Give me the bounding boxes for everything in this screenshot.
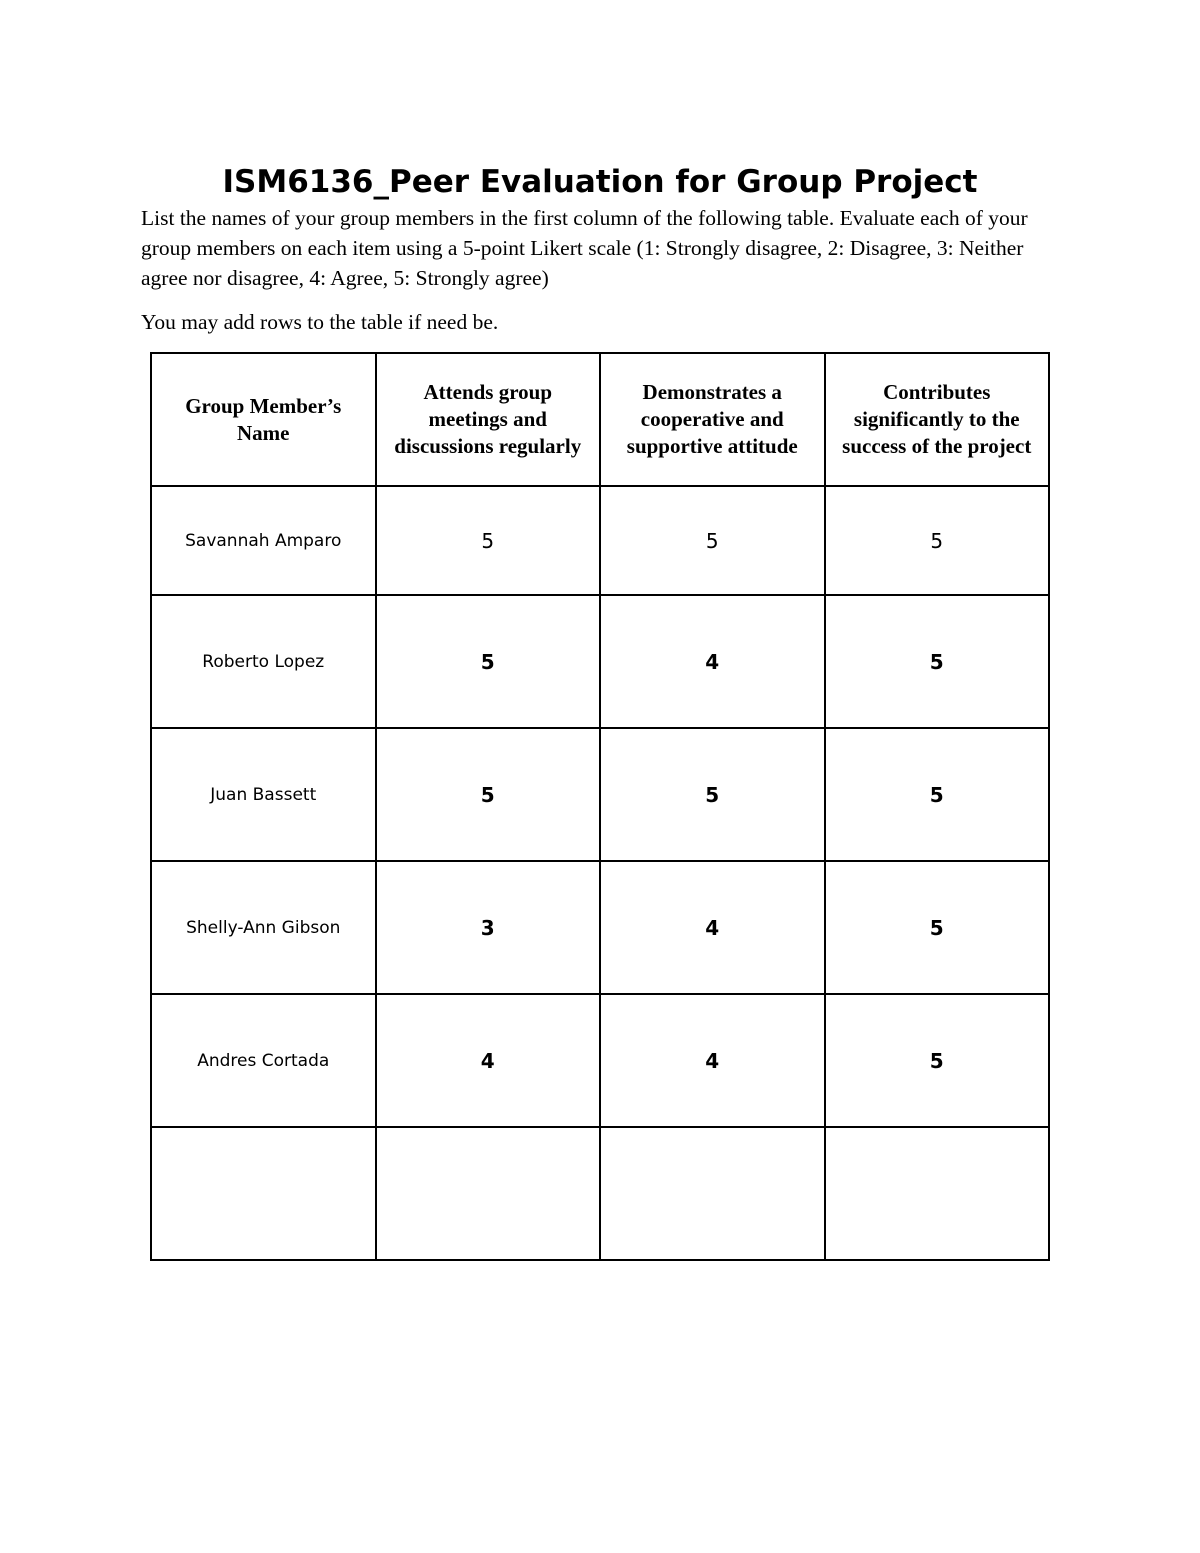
cooperative-score-cell: 5 <box>600 728 825 861</box>
member-name-cell: Savannah Amparo <box>151 486 376 595</box>
header-contributes: Contributes significantly to the success of the project <box>825 353 1050 486</box>
attends-score-cell: 5 <box>376 486 601 595</box>
contributes-score-cell <box>825 1127 1050 1260</box>
attends-score-cell: 3 <box>376 861 601 994</box>
cooperative-score-cell: 4 <box>600 595 825 728</box>
contributes-score-cell: 5 <box>825 728 1050 861</box>
attends-score-cell: 5 <box>376 728 601 861</box>
header-cooperative: Demonstrates a cooperative and supportive attitude <box>600 353 825 486</box>
attends-score-cell: 5 <box>376 595 601 728</box>
attends-score-cell <box>376 1127 601 1260</box>
table-row <box>151 994 1049 1127</box>
note-text: You may add rows to the table if need be. <box>141 310 499 334</box>
table-header-row <box>151 353 1049 486</box>
instructions-text: List the names of your group members in the first column of the following table. Evaluate each of your group members on each item using a 5-point Likert scale (1: Strongly disagree, 2: Disagree, 3: Neither agree nor disagree, 4: Agree, 5: Strongly agree) <box>141 206 1028 290</box>
header-attends: Attends group meetings and discussions regularly <box>376 353 601 486</box>
cooperative-score-cell <box>600 1127 825 1260</box>
table-row <box>151 486 1049 595</box>
table-row <box>151 861 1049 994</box>
member-name-cell: Juan Bassett <box>151 728 376 861</box>
contributes-score-cell: 5 <box>825 994 1050 1127</box>
header-member-name: Group Member’s Name <box>151 353 376 486</box>
contributes-score-cell: 5 <box>825 486 1050 595</box>
table-row <box>151 728 1049 861</box>
peer-evaluation-table <box>150 352 1050 1261</box>
contributes-score-cell: 5 <box>825 861 1050 994</box>
member-name-cell <box>151 1127 376 1260</box>
table-row <box>151 1127 1049 1260</box>
member-name-cell: Andres Cortada <box>151 994 376 1127</box>
cooperative-score-cell: 4 <box>600 861 825 994</box>
member-name-cell: Shelly-Ann Gibson <box>151 861 376 994</box>
page-title: ISM6136_Peer Evaluation for Group Project <box>222 164 978 200</box>
cooperative-score-cell: 5 <box>600 486 825 595</box>
cooperative-score-cell: 4 <box>600 994 825 1127</box>
attends-score-cell: 4 <box>376 994 601 1127</box>
table-row <box>151 595 1049 728</box>
contributes-score-cell: 5 <box>825 595 1050 728</box>
member-name-cell: Roberto Lopez <box>151 595 376 728</box>
